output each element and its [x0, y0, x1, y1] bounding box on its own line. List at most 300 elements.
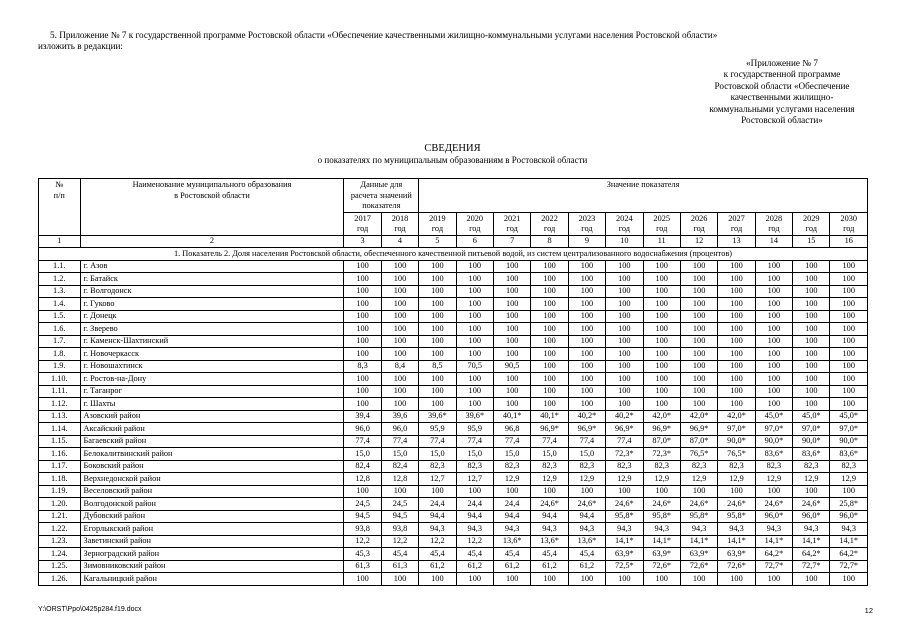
- municipality-name: Боковский район: [80, 460, 344, 473]
- value-cell: 64,2*: [755, 548, 792, 561]
- value-cell: 100: [531, 373, 568, 386]
- value-cell: 64,2*: [793, 548, 830, 561]
- value-cell: 82,3: [680, 460, 717, 473]
- value-cell: 42,0*: [643, 410, 680, 423]
- value-cell: 100: [680, 385, 717, 398]
- row-number: 1.7.: [39, 335, 81, 348]
- value-cell: 14,1*: [830, 535, 868, 548]
- value-cell: 100: [793, 373, 830, 386]
- value-cell: 100: [381, 373, 418, 386]
- value-cell: 45,4: [456, 548, 493, 561]
- value-cell: 93,8: [344, 523, 381, 536]
- row-number: 1.6.: [39, 323, 81, 336]
- table-row: [39, 410, 868, 423]
- value-cell: 40,1*: [493, 410, 530, 423]
- value-cell: 13,6*: [568, 535, 605, 548]
- header-year: 2020 год: [456, 212, 493, 235]
- value-cell: 96,9*: [531, 423, 568, 436]
- value-cell: 15,0: [381, 448, 418, 461]
- value-cell: 72,5*: [606, 560, 643, 573]
- value-cell: 12,7: [456, 473, 493, 486]
- header-year: 2028 год: [755, 212, 792, 235]
- value-cell: 100: [493, 298, 530, 311]
- value-cell: 100: [419, 385, 456, 398]
- value-cell: 87,0*: [643, 435, 680, 448]
- value-cell: 100: [643, 373, 680, 386]
- value-cell: 100: [643, 573, 680, 586]
- value-cell: 95,8*: [718, 510, 755, 523]
- value-cell: 100: [456, 348, 493, 361]
- value-cell: 100: [680, 273, 717, 286]
- value-cell: 100: [793, 485, 830, 498]
- value-cell: 12,9: [793, 473, 830, 486]
- value-cell: 61,2: [456, 560, 493, 573]
- value-cell: 96,9*: [680, 423, 717, 436]
- value-cell: 100: [493, 335, 530, 348]
- municipality-name: Белокалитвинский район: [80, 448, 344, 461]
- value-cell: 100: [830, 273, 868, 286]
- value-cell: 100: [680, 310, 717, 323]
- value-cell: 100: [419, 273, 456, 286]
- value-cell: 100: [493, 285, 530, 298]
- value-cell: 100: [531, 273, 568, 286]
- value-cell: 96,8: [493, 423, 530, 436]
- municipality-name: Егорлыкский район: [80, 523, 344, 536]
- value-cell: 100: [830, 348, 868, 361]
- value-cell: 72,6*: [643, 560, 680, 573]
- value-cell: 100: [531, 360, 568, 373]
- value-cell: 100: [793, 398, 830, 411]
- appendix-line: «Приложение № 7: [746, 58, 818, 68]
- value-cell: 100: [381, 310, 418, 323]
- value-cell: 15,0: [456, 448, 493, 461]
- value-cell: 82,3: [456, 460, 493, 473]
- value-cell: 100: [680, 485, 717, 498]
- value-cell: 61,3: [344, 560, 381, 573]
- value-cell: 100: [755, 385, 792, 398]
- value-cell: 45,4: [419, 548, 456, 561]
- value-cell: 100: [568, 373, 605, 386]
- value-cell: 100: [643, 385, 680, 398]
- table-row: [39, 498, 868, 511]
- value-cell: 24,6*: [718, 498, 755, 511]
- table-row: [39, 335, 868, 348]
- value-cell: 100: [531, 573, 568, 586]
- value-cell: 100: [381, 398, 418, 411]
- value-cell: 96,9*: [643, 423, 680, 436]
- row-number: 1.4.: [39, 298, 81, 311]
- value-cell: 100: [793, 385, 830, 398]
- value-cell: 100: [755, 348, 792, 361]
- municipality-name: г. Шахты: [80, 398, 344, 411]
- header-year: 2022 год: [531, 212, 568, 235]
- value-cell: 100: [793, 335, 830, 348]
- value-cell: 97,0*: [830, 423, 868, 436]
- value-cell: 100: [344, 273, 381, 286]
- value-cell: 15,0: [493, 448, 530, 461]
- header-year: 2018 год: [381, 212, 418, 235]
- intro-line-2: изложить в редакции:: [38, 41, 123, 51]
- value-cell: 14,1*: [643, 535, 680, 548]
- value-cell: 93,8: [381, 523, 418, 536]
- value-cell: 100: [493, 385, 530, 398]
- value-cell: 90,0*: [830, 435, 868, 448]
- table-row: [39, 348, 868, 361]
- value-cell: 100: [606, 398, 643, 411]
- value-cell: 100: [755, 285, 792, 298]
- value-cell: 100: [381, 260, 418, 273]
- value-cell: 100: [493, 310, 530, 323]
- value-cell: 100: [755, 310, 792, 323]
- header-name: Наименование муниципального образования в Ростовской области: [80, 179, 344, 236]
- value-cell: 100: [830, 310, 868, 323]
- value-cell: 100: [568, 348, 605, 361]
- value-cell: 12,9: [680, 473, 717, 486]
- column-number: 12: [680, 235, 717, 248]
- value-cell: 100: [493, 373, 530, 386]
- row-number: 1.10.: [39, 373, 81, 386]
- value-cell: 94,3: [531, 523, 568, 536]
- value-cell: 39,6: [381, 410, 418, 423]
- value-cell: 100: [344, 260, 381, 273]
- municipality-name: Дубовский район: [80, 510, 344, 523]
- value-cell: 100: [419, 323, 456, 336]
- value-cell: 83,6*: [755, 448, 792, 461]
- value-cell: 100: [456, 310, 493, 323]
- municipality-name: г. Каменск-Шахтинский: [80, 335, 344, 348]
- value-cell: 100: [643, 285, 680, 298]
- section-title: 1. Показатель 2. Доля населения Ростовской области, обеспеченного качественной питьевой водой, из систем централизованного водоснабжения (процентов): [39, 248, 868, 261]
- value-cell: 100: [456, 260, 493, 273]
- value-cell: 100: [680, 285, 717, 298]
- value-cell: 90,0*: [755, 435, 792, 448]
- value-cell: 100: [531, 298, 568, 311]
- value-cell: 96,0: [381, 423, 418, 436]
- value-cell: 100: [344, 348, 381, 361]
- value-cell: 95,8*: [680, 510, 717, 523]
- appendix-line: Ростовской области «Обеспечение: [714, 80, 850, 91]
- value-cell: 100: [793, 348, 830, 361]
- value-cell: 100: [568, 485, 605, 498]
- value-cell: 100: [344, 285, 381, 298]
- value-cell: 24,6*: [568, 498, 605, 511]
- value-cell: 77,4: [568, 435, 605, 448]
- value-cell: 100: [718, 373, 755, 386]
- table-row: [39, 573, 868, 586]
- file-path-footer: Y:\ORST\Ppo\0425p284.f19.docx: [38, 606, 142, 613]
- value-cell: 100: [381, 298, 418, 311]
- value-cell: 45,4: [531, 548, 568, 561]
- row-number: 1.22.: [39, 523, 81, 536]
- value-cell: 100: [419, 485, 456, 498]
- value-cell: 100: [680, 573, 717, 586]
- value-cell: 12,2: [419, 535, 456, 548]
- value-cell: 100: [344, 485, 381, 498]
- value-cell: 100: [830, 285, 868, 298]
- value-cell: 83,6*: [793, 448, 830, 461]
- value-cell: 24,6*: [680, 498, 717, 511]
- value-cell: 100: [643, 298, 680, 311]
- value-cell: 82,3: [493, 460, 530, 473]
- value-cell: 82,3: [606, 460, 643, 473]
- value-cell: 100: [718, 348, 755, 361]
- municipality-name: Веселовский район: [80, 485, 344, 498]
- table-row: [39, 423, 868, 436]
- municipality-name: г. Донецк: [80, 310, 344, 323]
- appendix-line: к государственной программе: [723, 69, 841, 80]
- value-cell: 100: [718, 573, 755, 586]
- value-cell: 100: [531, 385, 568, 398]
- municipality-name: Аксайский район: [80, 423, 344, 436]
- municipality-name: г. Батайск: [80, 273, 344, 286]
- value-cell: 100: [680, 323, 717, 336]
- value-cell: 61,2: [419, 560, 456, 573]
- value-cell: 100: [456, 485, 493, 498]
- value-cell: 100: [606, 323, 643, 336]
- appendix-line: качественными жилищно-: [730, 92, 834, 103]
- column-number: 8: [531, 235, 568, 248]
- value-cell: 94,4: [493, 510, 530, 523]
- header-year: 2029 год: [793, 212, 830, 235]
- value-cell: 100: [830, 485, 868, 498]
- value-cell: 96,0: [344, 423, 381, 436]
- value-cell: 76,5*: [718, 448, 755, 461]
- table-row: [39, 373, 868, 386]
- row-number: 1.2.: [39, 273, 81, 286]
- value-cell: 61,2: [493, 560, 530, 573]
- row-number: 1.20.: [39, 498, 81, 511]
- value-cell: 94,4: [531, 510, 568, 523]
- value-cell: 100: [456, 398, 493, 411]
- table-row: [39, 323, 868, 336]
- value-cell: 100: [419, 398, 456, 411]
- value-cell: 100: [344, 298, 381, 311]
- value-cell: 100: [531, 323, 568, 336]
- value-cell: 100: [718, 335, 755, 348]
- value-cell: 12,9: [643, 473, 680, 486]
- value-cell: 100: [531, 485, 568, 498]
- value-cell: 100: [606, 273, 643, 286]
- value-cell: 87,0*: [680, 435, 717, 448]
- row-number: 1.18.: [39, 473, 81, 486]
- value-cell: 90,0*: [793, 435, 830, 448]
- value-cell: 82,4: [381, 460, 418, 473]
- value-cell: 82,3: [643, 460, 680, 473]
- value-cell: 94,3: [793, 523, 830, 536]
- value-cell: 15,0: [531, 448, 568, 461]
- header-row: [39, 179, 868, 213]
- value-cell: 12,8: [344, 473, 381, 486]
- value-cell: 82,3: [793, 460, 830, 473]
- value-cell: 39,6*: [419, 410, 456, 423]
- header-year: 2021 год: [493, 212, 530, 235]
- page-number: 12: [864, 606, 873, 615]
- value-cell: 100: [793, 260, 830, 273]
- value-cell: 24,6*: [755, 498, 792, 511]
- value-cell: 64,2*: [830, 548, 868, 561]
- value-cell: 63,9*: [718, 548, 755, 561]
- value-cell: 100: [643, 360, 680, 373]
- value-cell: 77,4: [381, 435, 418, 448]
- table-row: [39, 548, 868, 561]
- value-cell: 39,6*: [456, 410, 493, 423]
- value-cell: 100: [793, 298, 830, 311]
- value-cell: 12,2: [381, 535, 418, 548]
- value-cell: 94,3: [419, 523, 456, 536]
- value-cell: 100: [568, 398, 605, 411]
- value-cell: 100: [606, 298, 643, 311]
- appendix-header: [676, 58, 888, 126]
- column-number: 1: [39, 235, 81, 248]
- value-cell: 97,0*: [718, 423, 755, 436]
- value-cell: 42,0*: [680, 410, 717, 423]
- row-number: 1.9.: [39, 360, 81, 373]
- value-cell: 100: [381, 348, 418, 361]
- value-cell: 100: [643, 323, 680, 336]
- value-cell: 100: [606, 573, 643, 586]
- value-cell: 70,5: [456, 360, 493, 373]
- value-cell: 100: [793, 273, 830, 286]
- column-number: 15: [793, 235, 830, 248]
- value-cell: 100: [456, 273, 493, 286]
- value-cell: 72,3*: [643, 448, 680, 461]
- row-number: 1.16.: [39, 448, 81, 461]
- value-cell: 100: [755, 360, 792, 373]
- value-cell: 45,3: [344, 548, 381, 561]
- value-cell: 100: [643, 310, 680, 323]
- value-cell: 12,7: [419, 473, 456, 486]
- row-number: 1.19.: [39, 485, 81, 498]
- value-cell: 94,5: [381, 510, 418, 523]
- municipality-name: г. Азов: [80, 260, 344, 273]
- municipality-name: г. Новошахтинск: [80, 360, 344, 373]
- row-number: 1.15.: [39, 435, 81, 448]
- value-cell: 94,5: [344, 510, 381, 523]
- value-cell: 100: [718, 385, 755, 398]
- value-cell: 100: [718, 310, 755, 323]
- value-cell: 24,6*: [531, 498, 568, 511]
- value-cell: 72,3*: [606, 448, 643, 461]
- municipality-name: Верхнедонской район: [80, 473, 344, 486]
- value-cell: 100: [344, 335, 381, 348]
- column-number: 4: [381, 235, 418, 248]
- value-cell: 94,3: [606, 523, 643, 536]
- value-cell: 100: [493, 485, 530, 498]
- value-cell: 94,3: [493, 523, 530, 536]
- value-cell: 82,3: [568, 460, 605, 473]
- value-cell: 45,4: [568, 548, 605, 561]
- value-cell: 76,5*: [680, 448, 717, 461]
- intro-line-1: 5. Приложение № 7 к государственной программе Ростовской области «Обеспечение качественными жилищно-коммунальными услугами населения Ростовской области»: [50, 30, 718, 40]
- value-cell: 45,4: [381, 548, 418, 561]
- value-cell: 100: [606, 360, 643, 373]
- value-cell: 24,4: [419, 498, 456, 511]
- value-cell: 100: [456, 573, 493, 586]
- value-cell: 100: [755, 398, 792, 411]
- value-cell: 14,1*: [793, 535, 830, 548]
- value-cell: 82,3: [755, 460, 792, 473]
- value-cell: 100: [755, 273, 792, 286]
- value-cell: 100: [718, 273, 755, 286]
- value-cell: 100: [493, 348, 530, 361]
- value-cell: 100: [718, 323, 755, 336]
- table-row: [39, 560, 868, 573]
- value-cell: 72,7*: [830, 560, 868, 573]
- value-cell: 90,5: [493, 360, 530, 373]
- value-cell: 100: [830, 260, 868, 273]
- value-cell: 94,3: [568, 523, 605, 536]
- column-number: 14: [755, 235, 792, 248]
- value-cell: 100: [419, 285, 456, 298]
- document-subtitle: о показателях по муниципальным образованиям в Ростовской области: [317, 155, 588, 165]
- value-cell: 100: [718, 360, 755, 373]
- value-cell: 100: [568, 385, 605, 398]
- value-cell: 24,6*: [643, 498, 680, 511]
- value-cell: 14,1*: [755, 535, 792, 548]
- document-title: СВЕДЕНИЯ: [424, 143, 481, 154]
- value-cell: 24,6*: [606, 498, 643, 511]
- value-cell: 94,3: [755, 523, 792, 536]
- value-cell: 100: [830, 573, 868, 586]
- value-cell: 82,3: [830, 460, 868, 473]
- value-cell: 100: [718, 298, 755, 311]
- row-number: 1.3.: [39, 285, 81, 298]
- value-cell: 77,4: [493, 435, 530, 448]
- value-cell: 8,4: [381, 360, 418, 373]
- municipality-name: Зерноградский район: [80, 548, 344, 561]
- table-row: [39, 460, 868, 473]
- header-base-data: Данные для расчета значений показателя: [344, 179, 419, 213]
- value-cell: 45,0*: [830, 410, 868, 423]
- row-number: 1.17.: [39, 460, 81, 473]
- value-cell: 97,0*: [793, 423, 830, 436]
- value-cell: 45,0*: [793, 410, 830, 423]
- row-number: 1.8.: [39, 348, 81, 361]
- header-num: № п/п: [39, 179, 81, 236]
- value-cell: 100: [493, 260, 530, 273]
- header-year: 2027 год: [718, 212, 755, 235]
- value-cell: 100: [680, 348, 717, 361]
- value-cell: 100: [606, 373, 643, 386]
- value-cell: 61,3: [381, 560, 418, 573]
- table-row: [39, 535, 868, 548]
- value-cell: 15,0: [568, 448, 605, 461]
- row-number: 1.1.: [39, 260, 81, 273]
- table-row: [39, 310, 868, 323]
- value-cell: 61,2: [531, 560, 568, 573]
- value-cell: 100: [419, 373, 456, 386]
- value-cell: 8,3: [344, 360, 381, 373]
- value-cell: 100: [531, 348, 568, 361]
- value-cell: 96,0*: [793, 510, 830, 523]
- value-cell: 100: [568, 298, 605, 311]
- value-cell: 12,9: [830, 473, 868, 486]
- section-row: [39, 248, 868, 261]
- value-cell: 100: [344, 323, 381, 336]
- value-cell: 100: [606, 335, 643, 348]
- value-cell: 12,9: [606, 473, 643, 486]
- row-number: 1.26.: [39, 573, 81, 586]
- value-cell: 100: [755, 298, 792, 311]
- value-cell: 100: [830, 360, 868, 373]
- value-cell: 100: [456, 298, 493, 311]
- value-cell: 77,4: [456, 435, 493, 448]
- value-cell: 77,4: [606, 435, 643, 448]
- value-cell: 100: [718, 285, 755, 298]
- value-cell: 100: [456, 323, 493, 336]
- value-cell: 82,4: [344, 460, 381, 473]
- value-cell: 63,9*: [606, 548, 643, 561]
